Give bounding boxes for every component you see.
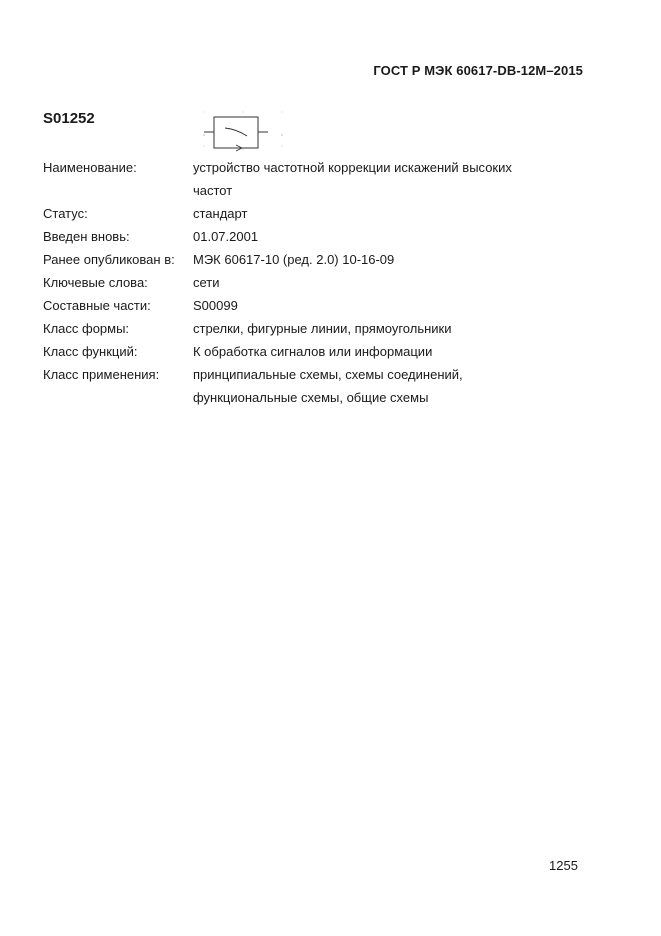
symbol-code: S01252 xyxy=(43,110,95,127)
field-name: Наименование: устройство частотной коррекции искажений высоких частот xyxy=(43,160,512,198)
field-components: Составные части: S00099 xyxy=(43,298,238,313)
field-shape-class: Класс формы: стрелки, фигурные линии, прямоугольники xyxy=(43,321,452,336)
field-status: Статус: стандарт xyxy=(43,206,248,221)
field-application-class: Класс применения: принципиальные схемы, схемы соединений, функциональные схемы, общие схемы xyxy=(43,367,463,405)
attributes-list xyxy=(43,156,553,409)
document-header: ГОСТ Р МЭК 60617-DB-12M–2015 xyxy=(373,63,583,78)
field-previously-published: Ранее опубликован в: МЭК 60617-10 (ред. 2.0) 10-16-09 xyxy=(43,252,395,267)
frequency-correction-symbol-icon xyxy=(198,108,288,152)
page-number: 1255 xyxy=(549,858,578,873)
field-function-class: Класс функций: К обработка сигналов или информации xyxy=(43,344,433,359)
field-keywords: Ключевые слова: сети xyxy=(43,275,220,290)
field-introduced: Введен вновь: 01.07.2001 xyxy=(43,229,259,244)
